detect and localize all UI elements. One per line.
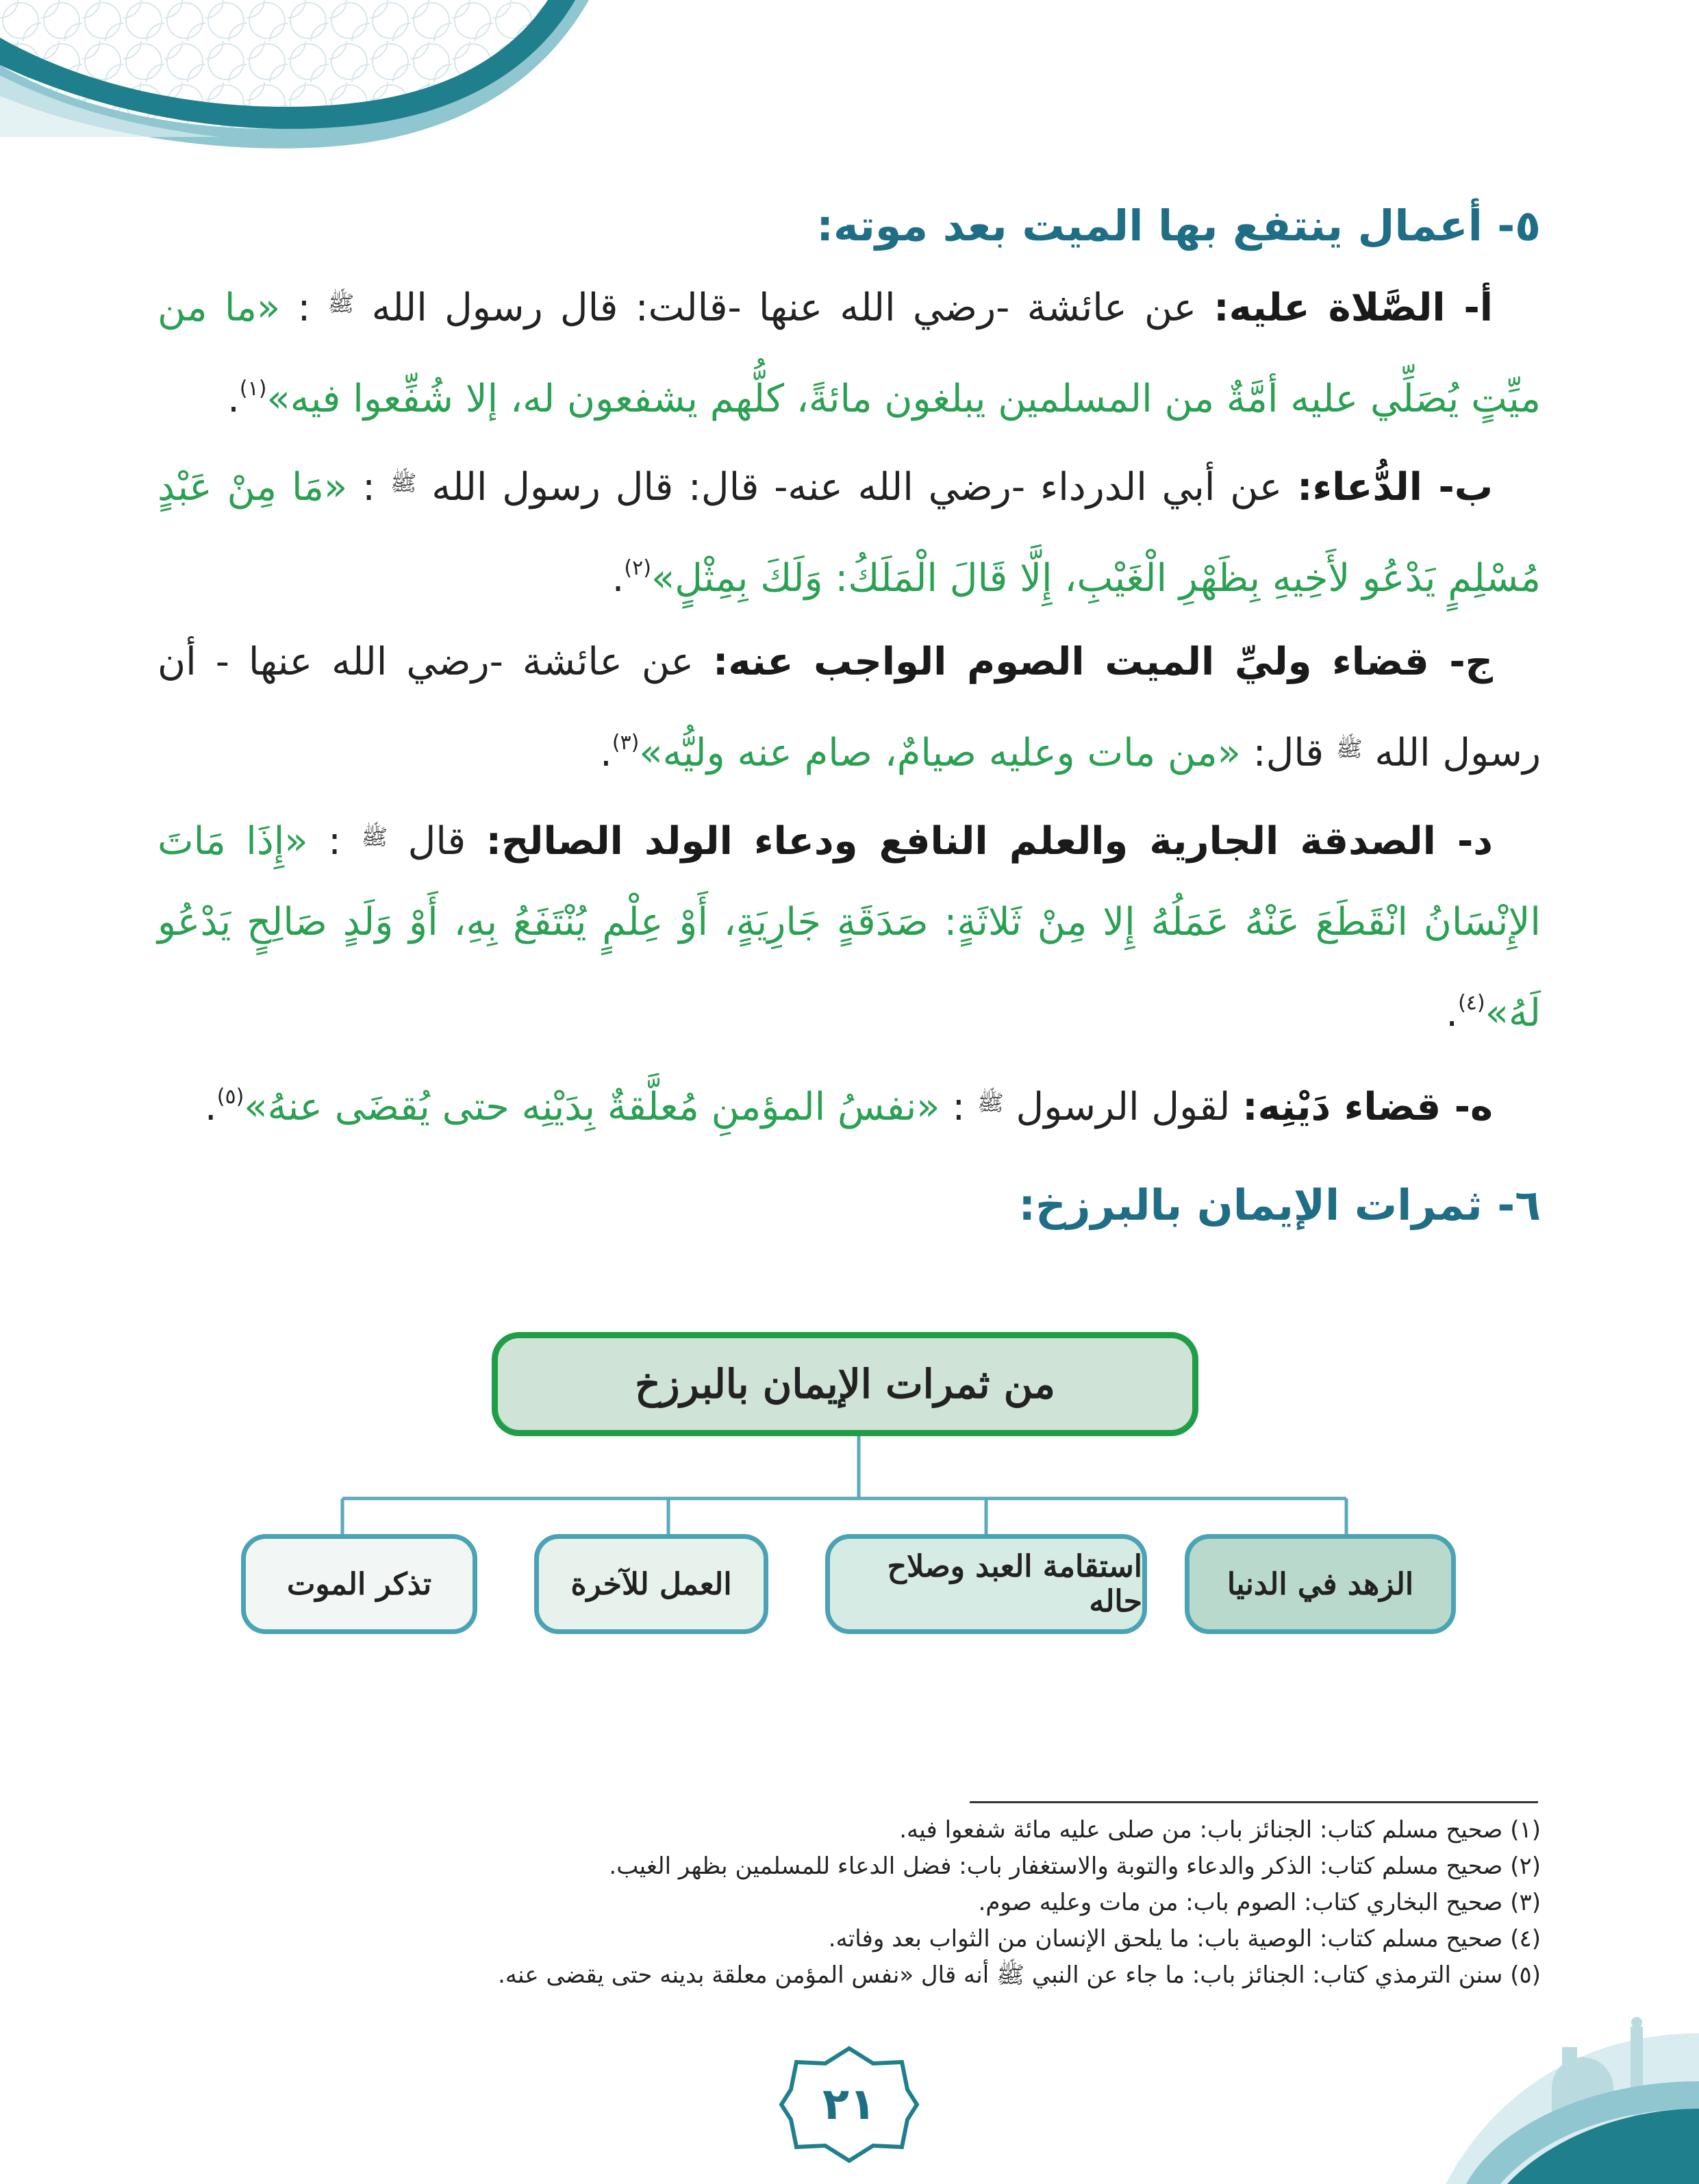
section-5-heading: ٥- أعمال ينتفع بها الميت بعد موته:	[816, 201, 1541, 251]
top-corner-decoration	[0, 0, 616, 171]
hadith-quote: «ما من ميِّتٍ يُصَلِّي عليه أمَّةٌ من المسلمين يبلغون مائةً، كلُّهم يشفعون له، إلا شُفِّعوا فيه»	[158, 286, 1541, 421]
footnote-divider	[970, 1801, 1538, 1803]
item-colon: :	[297, 286, 311, 330]
footnote-2: (٢) صحيح مسلم كتاب: الذكر والدعاء والتوبة والاستغفار باب: فضل الدعاء للمسلمين بظهر الغيب.	[609, 1853, 1541, 1880]
hadith-quote: «نفسُ المؤمنِ مُعلَّقةٌ بِدَيْنِه حتى يُقضَى عنهُ»	[244, 1085, 940, 1129]
hadith-quote: «مَا مِنْ عَبْدٍ مُسْلِمٍ يَدْعُو لأَخِيهِ بِظَهْرِ الْغَيْبِ، إِلَّا قَالَ الْمَلَكُ: وَلَكَ بِمِثْلٍ»	[158, 465, 1541, 601]
bottom-corner-decoration	[1274, 2006, 1699, 2184]
footnotes	[479, 1812, 1541, 1994]
item-label: ه- قضاء دَيْنِه:	[1242, 1085, 1493, 1129]
salutation-glyph: ﷺ	[327, 290, 355, 316]
item-charity	[158, 796, 1541, 1054]
item-end: .	[204, 1085, 217, 1129]
item-intro: عن عائشة -رضي الله عنها -قالت: قال رسول الله	[371, 286, 1196, 330]
footnote-4: (٤) صحيح مسلم كتاب: الوصية باب: ما يلحق الإنسان من الثواب بعد وفاته.	[828, 1925, 1541, 1953]
hadith-quote: «من مات وعليه صيامٌ، صام عنه وليُّه»	[639, 731, 1241, 775]
diagram-child-uprightness: استقامة العبد وصلاح حاله	[825, 1534, 1147, 1634]
item-prayer	[158, 263, 1541, 440]
item-label: ج- قضاء وليِّ الميت الصوم الواجب عنه:	[713, 640, 1493, 684]
diagram-child-asceticism: الزهد في الدنيا	[1185, 1534, 1456, 1634]
item-label: د- الصدقة الجارية والعلم النافع ودعاء الولد الصالح:	[486, 819, 1493, 864]
diagram-root-box: من ثمرات الإيمان بالبرزخ	[492, 1332, 1198, 1436]
item-intro: عن أبي الدرداء -رضي الله عنه- قال: قال رسول الله	[431, 465, 1283, 510]
item-label: أ- الصَّلاة عليه:	[1213, 286, 1493, 330]
item-end: .	[612, 556, 625, 601]
salutation-glyph: ﷺ	[390, 470, 417, 496]
item-end: .	[227, 377, 240, 421]
footnote-1: (١) صحيح مسلم كتاب: الجنائز باب: من صلى عليه مائة شفعوا فيه.	[899, 1816, 1541, 1844]
section-5	[158, 192, 1541, 1148]
footnote-ref[interactable]: (٢)	[624, 556, 651, 580]
item-colon: :	[328, 819, 341, 864]
diagram-child-work-for-hereafter: العمل للآخرة	[534, 1534, 768, 1634]
salutation-glyph: ﷺ	[1335, 736, 1363, 762]
page-number: ٢١	[822, 2079, 877, 2130]
section-6	[158, 1171, 1541, 1240]
salutation-glyph: ﷺ	[361, 824, 388, 850]
footnote-ref[interactable]: (٥)	[216, 1085, 244, 1109]
hadith-quote: «إِذَا مَاتَ الإِنْسَانُ انْقَطَعَ عَنْهُ عَمَلُهُ إِلا مِنْ ثَلاثَةٍ: صَدَقَةٍ جَارِيَةٍ، أَوْ عِلْمٍ يُنْتَفَعُ بِهِ، أَوْ وَلَدٍ صَالِحٍ يَدْعُو لَهُ»	[158, 819, 1541, 1035]
salutation-glyph: ﷺ	[977, 1090, 1004, 1116]
footnote-ref[interactable]: (٤)	[1458, 991, 1485, 1015]
item-label: ب- الدُّعاء:	[1297, 465, 1493, 510]
item-end: .	[600, 731, 612, 775]
item-intro: لقول الرسول	[1016, 1085, 1231, 1129]
footnote-ref[interactable]: (٣)	[612, 731, 640, 755]
diagram-child-remembering-death: تذكر الموت	[241, 1534, 477, 1634]
item-colon: :	[362, 465, 375, 510]
item-intro: عن عائشة -رضي الله عنها - أن رسول الله	[158, 640, 1541, 775]
item-fasting	[158, 622, 1541, 794]
item-end: .	[1446, 991, 1459, 1035]
item-colon: :	[952, 1085, 966, 1129]
section-6-heading: ٦- ثمرات الإيمان بالبرزخ:	[1018, 1180, 1541, 1230]
item-debt	[158, 1057, 1541, 1148]
item-intro: قال	[407, 819, 466, 864]
footnote-3: (٣) صحيح البخاري كتاب: الصوم باب: من مات وعليه صوم.	[978, 1889, 1541, 1916]
footnote-5: (٥) سنن الترمذي كتاب: الجنائز باب: ما جاء عن النبي ﷺ أنه قال «نفس المؤمن معلقة بدينه حتى يقضى عنه.	[498, 1961, 1541, 1989]
footnote-ref[interactable]: (١)	[239, 377, 267, 401]
item-intro-2: قال:	[1253, 731, 1324, 775]
item-supplication	[158, 442, 1541, 619]
